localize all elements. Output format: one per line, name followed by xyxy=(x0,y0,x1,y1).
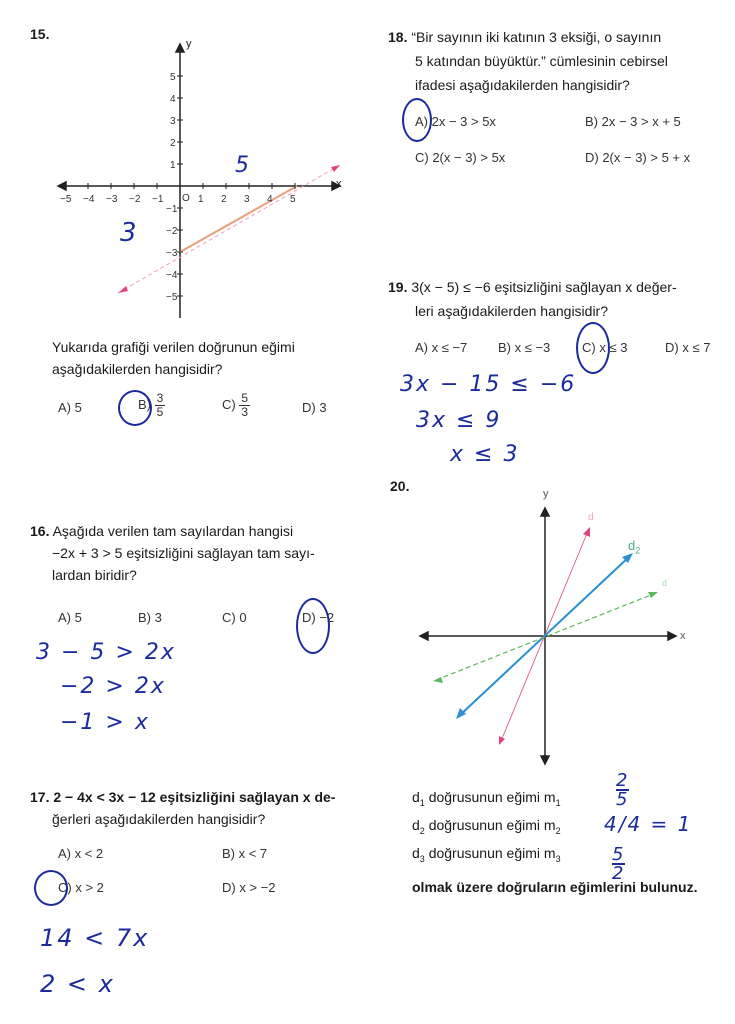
y-tick-label: −2 xyxy=(166,226,178,237)
d3-label: d xyxy=(662,578,668,588)
q16-option-b[interactable]: B) 3 xyxy=(138,610,162,625)
handwritten-work: 3x − 15 ≤ −6 xyxy=(400,372,577,397)
d1-label: d xyxy=(588,512,594,523)
y-tick-label: 3 xyxy=(170,116,176,127)
x-tick-label: 5 xyxy=(290,194,296,205)
q15-option-c[interactable]: C) $\frac{5}{3}$ xyxy=(222,391,249,419)
d2-label: $d_2$ xyxy=(628,538,641,556)
q19-option-d[interactable]: D) x ≤ 7 xyxy=(665,340,711,355)
q15-option-d[interactable]: D) 3 xyxy=(302,400,327,415)
q19-text: leri aşağıdakilerden hangisidir? xyxy=(415,303,609,319)
q18-option-c[interactable]: C) 2(x − 3) > 5x xyxy=(415,150,506,165)
q17-text: 2 − 4x < 3x − 12 eşitsizliğini sağlayan x de- xyxy=(53,789,336,805)
q17-text: ğerleri aşağıdakilerden hangisidir? xyxy=(52,811,266,827)
handwritten-work: 3 − 5 > 2x xyxy=(36,640,176,665)
y-tick-label: −5 xyxy=(166,292,178,303)
q17-number: 17. xyxy=(30,789,50,805)
q19-text: 3(x − 5) ≤ −6 eşitsizliğini sağlayan x değer- xyxy=(411,279,677,295)
handwritten-work: 2 < x xyxy=(40,970,115,998)
y-tick-label: 5 xyxy=(170,72,176,83)
q19-option-a[interactable]: A) x ≤ −7 xyxy=(415,340,468,355)
q19-number: 19. xyxy=(388,279,408,295)
q16-text: −2x + 3 > 5 eşitsizliğini sağlayan tam sayı- xyxy=(52,545,315,561)
x-tick-label: 4 xyxy=(267,194,273,205)
handwritten-work: 14 < 7x xyxy=(40,924,150,952)
q16-text: lardan biridir? xyxy=(52,567,137,583)
handwritten-answer-m2: 4/4 = 1 xyxy=(604,812,693,836)
q18-option-b[interactable]: B) 2x − 3 > x + 5 xyxy=(585,114,681,129)
q18-text: “Bir sayının iki katının 3 eksiği, o sayının xyxy=(411,29,662,45)
x-tick-label: −1 xyxy=(152,194,164,205)
q19-option-b[interactable]: B) x ≤ −3 xyxy=(498,340,551,355)
handwritten-rise: 5 xyxy=(235,153,251,178)
handwritten-work: 3x ≤ 9 xyxy=(416,408,502,433)
handwritten-answer-m3: 5 2 xyxy=(612,844,626,884)
y-tick-label: 4 xyxy=(170,94,176,105)
handwritten-run: 3 xyxy=(120,218,139,248)
q17-option-c[interactable]: C) x > 2 xyxy=(58,880,104,895)
q16-option-d[interactable]: D) −2 xyxy=(302,610,335,625)
q20-instruction: olmak üzere doğruların eğimlerini bulunuz. xyxy=(412,879,698,895)
q18-text: 5 katından büyüktür.” cümlesinin cebirsel xyxy=(415,53,668,69)
q15-option-b[interactable]: B) $\frac{3}{5}$ xyxy=(138,391,164,419)
x-tick-label: −4 xyxy=(83,194,95,205)
x-axis-label: x xyxy=(336,178,342,190)
q18-option-a[interactable]: A) 2x − 3 > 5x xyxy=(415,114,496,129)
x-tick-label: 2 xyxy=(221,194,227,205)
handwritten-work: x ≤ 3 xyxy=(450,442,520,467)
q15-number: 15. xyxy=(30,26,50,42)
q18-option-d[interactable]: D) 2(x − 3) > 5 + x xyxy=(585,150,691,165)
x-axis-label: x xyxy=(680,630,686,642)
q15-text: aşağıdakilerden hangisidir? xyxy=(52,361,223,377)
q17-option-d[interactable]: D) x > −2 xyxy=(222,880,276,895)
y-tick-label: −3 xyxy=(166,248,178,259)
x-tick-label: O xyxy=(182,193,190,204)
q20-number: 20. xyxy=(390,478,410,494)
handwritten-answer-m1: 2 5 xyxy=(616,770,630,810)
handwritten-work: −2 > 2x xyxy=(60,674,166,699)
q15-text: Yukarıda grafiği verilen doğrunun eğimi xyxy=(52,339,295,355)
q18-text: ifadesi aşağıdakilerden hangisidir? xyxy=(415,77,630,93)
x-tick-label: 3 xyxy=(244,194,250,205)
x-tick-label: −3 xyxy=(106,194,118,205)
q19-option-c[interactable]: C) x ≤ 3 xyxy=(582,340,628,355)
y-axis-label: y xyxy=(543,488,549,500)
q16-text: Aşağıda verilen tam sayılardan hangisi xyxy=(52,523,294,539)
x-tick-label: 1 xyxy=(198,194,204,205)
answer-circle xyxy=(34,870,68,906)
q18-number: 18. xyxy=(388,29,408,45)
d3-slope-row: $d_3$ doğrusunun eğimi $m_3$ xyxy=(412,845,561,864)
q15-option-a[interactable]: A) 5 xyxy=(58,400,82,415)
q17-option-a[interactable]: A) x < 2 xyxy=(58,846,104,861)
y-tick-label: −4 xyxy=(166,270,178,281)
q17-option-b[interactable]: B) x < 7 xyxy=(222,846,268,861)
q16-number: 16. xyxy=(30,523,50,539)
q16-option-c[interactable]: C) 0 xyxy=(222,610,247,625)
x-tick-label: −5 xyxy=(60,194,72,205)
y-axis-label: y xyxy=(186,38,192,50)
q16-option-a[interactable]: A) 5 xyxy=(58,610,82,625)
y-tick-label: −1 xyxy=(166,204,178,215)
y-tick-label: 1 xyxy=(170,160,176,171)
d1-slope-row: $d_1$ doğrusunun eğimi $m_1$ xyxy=(412,789,561,808)
d2-slope-row: $d_2$ doğrusunun eğimi $m_2$ xyxy=(412,817,561,836)
x-tick-label: −2 xyxy=(129,194,141,205)
handwritten-work: −1 > x xyxy=(60,710,150,735)
y-tick-label: 2 xyxy=(170,138,176,149)
